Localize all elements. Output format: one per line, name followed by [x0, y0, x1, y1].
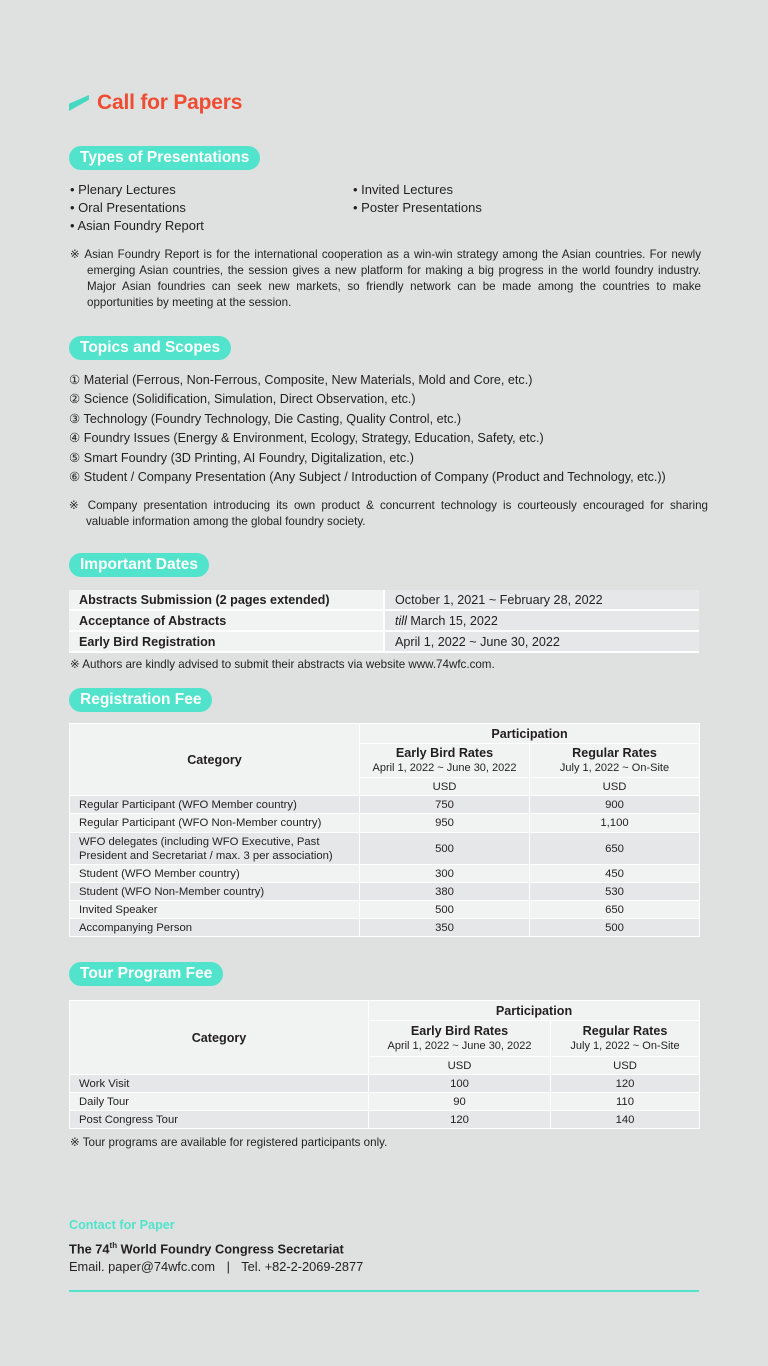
topics-list — [69, 371, 666, 487]
category-header: Category — [70, 1001, 369, 1075]
page-title-text: Call for Papers — [97, 91, 243, 114]
fee-regular: 450 — [530, 865, 700, 883]
list-item: • Oral Presentations — [70, 200, 186, 215]
table-row — [70, 1111, 700, 1129]
tour-regular: 140 — [551, 1111, 700, 1129]
table-row — [70, 1093, 700, 1111]
table-row — [70, 901, 700, 919]
fee-regular: 530 — [530, 883, 700, 901]
tour-early: 100 — [369, 1075, 551, 1093]
types-list-col1 — [70, 181, 204, 235]
participation-header: Participation — [369, 1001, 700, 1021]
table-row — [70, 1075, 700, 1093]
table-row — [70, 919, 700, 937]
contact-organization — [69, 1241, 344, 1256]
date-value: April 1, 2022 ~ June 30, 2022 — [384, 631, 699, 652]
tour-note: ※ Tour programs are available for registered participants only. — [70, 1136, 388, 1149]
tour-regular: 120 — [551, 1075, 700, 1093]
types-note: ※ Asian Foundry Report is for the international cooperation as a win-win strategy among the Asian countries. For newly emerging Asian countries, the session gives a new platform for making a big progress in the world foundry industry. Major Asian foundries can seek new markets, so friendly network can be made among the countries to make opportunities by meeting at the session. — [70, 248, 701, 309]
org-prefix: The 74 — [69, 1241, 110, 1257]
registration-heading-label: Registration Fee — [69, 688, 212, 712]
table-row — [69, 590, 699, 610]
org-suffix: World Foundry Congress Secretariat — [117, 1241, 344, 1257]
fee-early: 750 — [360, 796, 530, 814]
regular-header — [530, 744, 700, 778]
page-title — [69, 88, 242, 118]
fee-early: 500 — [360, 833, 530, 865]
fee-regular: 900 — [530, 796, 700, 814]
fee-category: Student (WFO Member country) — [70, 865, 360, 883]
tour-early: 90 — [369, 1093, 551, 1111]
table-row — [70, 1001, 700, 1021]
fee-regular: 500 — [530, 919, 700, 937]
contact-email[interactable]: Email. paper@74wfc.com — [69, 1259, 215, 1274]
date-label: Abstracts Submission (2 pages extended) — [69, 590, 384, 610]
table-row — [70, 814, 700, 833]
registration-heading — [69, 688, 212, 712]
early-bird-header — [369, 1021, 551, 1057]
currency-label: USD — [369, 1057, 551, 1075]
registration-table — [69, 723, 700, 937]
early-bird-dates: April 1, 2022 ~ June 30, 2022 — [387, 1040, 532, 1052]
fee-category: Regular Participant (WFO Non-Member country) — [70, 814, 360, 833]
topics-note: ※ Company presentation introducing its own product & concurrent technology is courteously encouraged for sharing valuable information among the global foundry society. — [69, 499, 708, 528]
tour-category: Daily Tour — [70, 1093, 369, 1111]
list-item: • Plenary Lectures — [70, 182, 176, 197]
table-row — [70, 865, 700, 883]
footer-divider — [69, 1290, 699, 1292]
fee-early: 350 — [360, 919, 530, 937]
regular-label: Regular Rates — [572, 746, 657, 760]
list-item: ③ Technology (Foundry Technology, Die Casting, Quality Control, etc.) — [69, 411, 462, 426]
fee-regular: 1,100 — [530, 814, 700, 833]
regular-label: Regular Rates — [582, 1024, 668, 1038]
tour-early: 120 — [369, 1111, 551, 1129]
currency-label: USD — [360, 778, 530, 796]
currency-label: USD — [530, 778, 700, 796]
table-row — [70, 796, 700, 814]
brush-mark-icon — [69, 95, 89, 111]
date-value — [384, 610, 699, 631]
fee-regular: 650 — [530, 833, 700, 865]
category-header: Category — [70, 724, 360, 796]
early-bird-dates: April 1, 2022 ~ June 30, 2022 — [372, 762, 517, 774]
fee-early: 500 — [360, 901, 530, 919]
tour-category: Post Congress Tour — [70, 1111, 369, 1129]
fee-category: Student (WFO Non-Member country) — [70, 883, 360, 901]
tour-heading — [69, 962, 223, 986]
early-bird-label: Early Bird Rates — [395, 746, 494, 760]
date-label: Acceptance of Abstracts — [69, 610, 384, 631]
list-item: ⑤ Smart Foundry (3D Printing, AI Foundry, Digitalization, etc.) — [69, 450, 414, 465]
table-row — [69, 610, 699, 631]
tour-regular: 110 — [551, 1093, 700, 1111]
org-superscript: th — [109, 1241, 118, 1250]
tour-heading-label: Tour Program Fee — [69, 962, 223, 986]
fee-category: Regular Participant (WFO Member country) — [70, 796, 360, 814]
date-value-text: March 15, 2022 — [406, 613, 498, 628]
list-item: • Asian Foundry Report — [70, 218, 204, 233]
participation-header: Participation — [360, 724, 700, 744]
fee-early: 950 — [360, 814, 530, 833]
table-row — [69, 631, 699, 652]
contact-details — [69, 1259, 363, 1274]
tour-table — [69, 1000, 700, 1129]
contact-separator: | — [226, 1259, 230, 1274]
fee-category: Invited Speaker — [70, 901, 360, 919]
fee-regular: 650 — [530, 901, 700, 919]
fee-category: Accompanying Person — [70, 919, 360, 937]
topics-heading — [69, 336, 231, 360]
topics-heading-label: Topics and Scopes — [69, 336, 231, 360]
date-value: October 1, 2021 ~ February 28, 2022 — [384, 590, 699, 610]
contact-label: Contact for Paper — [69, 1218, 175, 1232]
list-item: ② Science (Solidification, Simulation, Direct Observation, etc.) — [69, 392, 416, 407]
dates-heading-label: Important Dates — [69, 553, 209, 577]
tour-category: Work Visit — [70, 1075, 369, 1093]
table-row — [70, 883, 700, 901]
dates-table — [69, 590, 699, 653]
early-bird-label: Early Bird Rates — [410, 1024, 509, 1038]
list-item: ① Material (Ferrous, Non-Ferrous, Composite, New Materials, Mold and Core, etc.) — [69, 373, 533, 387]
table-row — [70, 724, 700, 744]
list-item: • Poster Presentations — [353, 200, 482, 215]
fee-category: WFO delegates (including WFO Executive, Past President and Secretariat / max. 3 per association) — [70, 833, 360, 865]
dates-note: ※ Authors are kindly advised to submit their abstracts via website www.74wfc.com. — [70, 658, 495, 671]
date-value-prefix: till — [395, 613, 407, 628]
table-row — [70, 833, 700, 865]
types-list-col2 — [353, 181, 482, 217]
regular-dates: July 1, 2022 ~ On-Site — [559, 762, 670, 774]
fee-early: 380 — [360, 883, 530, 901]
regular-header — [551, 1021, 700, 1057]
list-item: ④ Foundry Issues (Energy & Environment, Ecology, Strategy, Education, Safety, etc.) — [69, 431, 544, 446]
currency-label: USD — [551, 1057, 700, 1075]
regular-dates: July 1, 2022 ~ On-Site — [570, 1040, 680, 1052]
types-heading-label: Types of Presentations — [69, 146, 260, 170]
types-heading — [69, 146, 260, 170]
dates-heading — [69, 553, 209, 577]
contact-phone[interactable]: Tel. +82-2-2069-2877 — [241, 1259, 364, 1274]
list-item: • Invited Lectures — [353, 182, 453, 197]
list-item: ⑥ Student / Company Presentation (Any Subject / Introduction of Company (Product and Technology, etc.)) — [69, 470, 666, 485]
early-bird-header — [360, 744, 530, 778]
fee-early: 300 — [360, 865, 530, 883]
date-label: Early Bird Registration — [69, 631, 384, 652]
